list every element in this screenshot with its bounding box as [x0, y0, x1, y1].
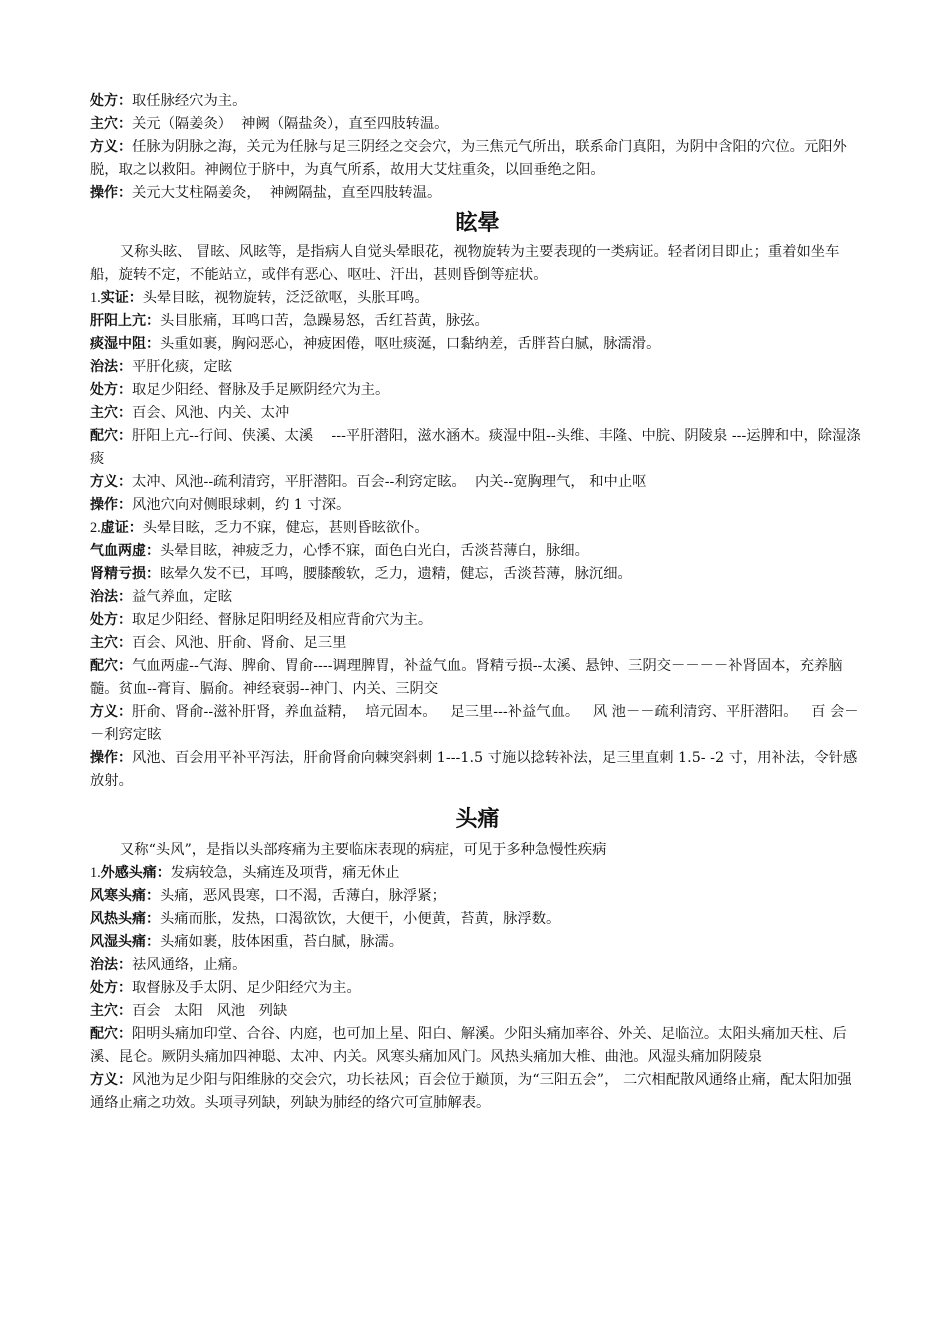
- line-label: 风寒头痛：: [90, 888, 160, 904]
- section1-line: [90, 333, 865, 356]
- line-label: 气血两虚：: [90, 543, 160, 559]
- section1-line: [90, 701, 865, 747]
- line-text: 头晕目眩，乏力不寐，健忘，甚则昏眩欲仆。: [142, 520, 429, 536]
- section2-line: [90, 908, 865, 931]
- line-text: 风池、百会用平补平泻法，肝俞肾俞向棘突斜刺 1---1.5 寸施以捻转补法，足三里直刺 1.5- -2 寸，用补法，令针感放射。: [90, 750, 858, 789]
- line-number: 1.: [90, 865, 101, 881]
- section2-line: [90, 954, 865, 977]
- line-label: 治法：: [90, 359, 132, 375]
- line-label: 主穴：: [90, 116, 132, 132]
- line-text: 眩晕久发不已，耳鸣，腰膝酸软，乏力，遗精，健忘，舌淡苔薄，脉沉细。: [160, 566, 632, 582]
- section1-line: [90, 287, 865, 310]
- line-label: 配穴：: [90, 658, 132, 674]
- section2-line: [90, 977, 865, 1000]
- line-text: 风池为足少阳与阳维脉的交会穴，功长祛风；百会位于巅顶，为“三阳五会”， 二穴相配散风通络止痛，配太阳加强通络止痛之功效。头项寻列缺，列缺为肺经的络穴可宣肺解表。: [90, 1072, 852, 1111]
- section1-line: [90, 632, 865, 655]
- section1-line: [90, 379, 865, 402]
- line-label: 虚证：: [100, 520, 143, 536]
- line-label: 风热头痛：: [90, 911, 160, 927]
- line-label: 方义：: [90, 1072, 132, 1088]
- line-label: 方义：: [90, 474, 132, 490]
- line-text: 头痛如裹，肢体困重，苔白腻，脉濡。: [160, 934, 404, 950]
- line-label: 方义：: [90, 139, 132, 155]
- section1-line: [90, 494, 865, 517]
- line-text: 头痛，恶风畏寒，口不渴，舌薄白，脉浮紧；: [160, 888, 446, 904]
- section-intro: 又称“头风”，是指以头部疼痛为主要临床表现的病症，可见于多种急慢性疾病: [120, 842, 607, 858]
- line-label: 处方：: [90, 382, 132, 398]
- line-label: 配穴：: [90, 1026, 132, 1042]
- line-label: 处方：: [90, 93, 132, 109]
- section1-line: [90, 471, 865, 494]
- section-title-headache: 头痛: [455, 807, 500, 832]
- line-label: 操作：: [90, 185, 132, 201]
- line-label: 配穴：: [90, 428, 132, 444]
- line-label: 实证：: [100, 290, 143, 306]
- section0-line: [90, 182, 865, 205]
- line-text: 太冲、风池--疏利清窍，平肝潜阳。百会--利窍定眩。 内关--宽胸理气， 和中止呕: [132, 474, 647, 490]
- line-label: 方义：: [90, 704, 132, 720]
- line-label: 主穴：: [90, 635, 132, 651]
- line-label: 肝阳上亢：: [90, 313, 160, 329]
- line-text: 祛风通络，止痛。: [132, 957, 247, 973]
- section1-line: [90, 563, 865, 586]
- line-label: 风湿头痛：: [90, 934, 160, 950]
- line-label: 痰湿中阻：: [90, 336, 160, 352]
- section2-line: [90, 931, 865, 954]
- line-label: 外感头痛：: [100, 865, 171, 881]
- line-text: 肝俞、肾俞--滋补肝肾，养血益精， 培元固本。 足三里---补益气血。 风 池－－疏利清窍、平肝潜阳。 百 会－－利窍定眩: [90, 704, 859, 743]
- section0-line: [90, 136, 865, 182]
- line-label: 处方：: [90, 612, 132, 628]
- line-text: 头重如裹，胸闷恶心，神疲困倦，呕吐痰涎，口黏纳差，舌胖苔白腻，脉濡滑。: [160, 336, 661, 352]
- line-text: 关元（隔姜灸） 神阙（隔盐灸），直至四肢转温。: [132, 116, 449, 132]
- line-text: 平肝化痰，定眩: [132, 359, 233, 375]
- section2-line: [90, 1023, 865, 1069]
- section2-line: [90, 885, 865, 908]
- line-text: 发病较急，头痛连及项背，痛无休止: [170, 865, 400, 881]
- line-number: 1.: [90, 290, 101, 306]
- line-label: 操作：: [90, 750, 132, 766]
- line-text: 取足少阳经、督脉足阳明经及相应背俞穴为主。: [132, 612, 433, 628]
- section1-line: [90, 609, 865, 632]
- line-label: 处方：: [90, 980, 132, 996]
- line-text: 益气养血，定眩: [132, 589, 233, 605]
- line-text: 头目胀痛，耳鸣口苦，急躁易怒，舌红苔黄，脉弦。: [160, 313, 489, 329]
- line-text: 风池穴向对侧眼球刺，约 1 寸深。: [132, 497, 351, 513]
- section1-line: [90, 586, 865, 609]
- section0-line: [90, 113, 865, 136]
- line-text: 百会、风池、肝俞、肾俞、足三里: [132, 635, 347, 651]
- line-text: 肝阳上亢--行间、侠溪、太溪 ---平肝潜阳，滋水涵木。痰湿中阻--头维、丰隆、中脘、阴陵泉 ---运脾和中，除湿涤痰: [90, 428, 861, 467]
- line-text: 头痛而胀，发热，口渴欲饮，大便干，小便黄，苔黄，脉浮数。: [160, 911, 561, 927]
- section2-line: [90, 862, 865, 885]
- section1-line: [90, 310, 865, 333]
- section1-line: [90, 747, 865, 793]
- line-label: 主穴：: [90, 405, 132, 421]
- line-label: 治法：: [90, 957, 132, 973]
- line-label: 肾精亏损：: [90, 566, 160, 582]
- section2-line: [90, 1069, 865, 1115]
- section1-line: [90, 540, 865, 563]
- line-text: 气血两虚--气海、脾俞、胃俞----调理脾胃，补益气血。肾精亏损--太溪、悬钟、三阴交－－－－补肾固本，充养脑髓。贫血--膏肓、膈俞。神经衰弱--神门、内关、三阴交: [90, 658, 843, 697]
- line-text: 头晕目眩，视物旋转，泛泛欲呕，头胀耳鸣。: [142, 290, 429, 306]
- line-label: 主穴：: [90, 1003, 132, 1019]
- section1-line: [90, 356, 865, 379]
- line-text: 百会、风池、内关、太冲: [132, 405, 290, 421]
- section1-line: [90, 402, 865, 425]
- line-text: 取督脉及手太阴、足少阳经穴为主。: [132, 980, 361, 996]
- line-text: 百会 太阳 风池 列缺: [132, 1003, 288, 1019]
- section2-line: [90, 1000, 865, 1023]
- section1-line: [90, 517, 865, 540]
- line-text: 阳明头痛加印堂、合谷、内庭，也可加上星、阳白、解溪。少阳头痛加率谷、外关、足临泣。太阳头痛加天柱、后溪、昆仑。厥阴头痛加四神聪、太冲、内关。风寒头痛加风门。风热头痛加大椎、曲池。风湿头痛加阴陵泉: [90, 1026, 847, 1065]
- line-text: 取任脉经穴为主。: [132, 93, 247, 109]
- line-label: 治法：: [90, 589, 132, 605]
- section0-line: [90, 90, 865, 113]
- line-text: 头晕目眩，神疲乏力，心悸不寐，面色白光白，舌淡苔薄白，脉细。: [160, 543, 589, 559]
- document-page: [90, 90, 865, 1115]
- section-intro: 又称头眩、 冒眩、风眩等，是指病人自觉头晕眼花，视物旋转为主要表现的一类病证。轻者闭目即止；重着如坐车船，旋转不定，不能站立，或伴有恶心、呕吐、汗出，甚则昏倒等症状。: [90, 244, 840, 283]
- line-text: 关元大艾柱隔姜灸， 神阙隔盐，直至四肢转温。: [132, 185, 442, 201]
- line-text: 取足少阳经、督脉及手足厥阴经穴为主。: [132, 382, 390, 398]
- line-text: 任脉为阴脉之海，关元为任脉与足三阴经之交会穴，为三焦元气所出，联系命门真阳，为阴中含阳的穴位。元阳外脱，取之以救阳。神阙位于脐中，为真气所系，故用大艾炷重灸，以回垂绝之阳。: [90, 139, 847, 178]
- section1-line: [90, 425, 865, 471]
- section-title-dizziness: 眩晕: [455, 211, 500, 236]
- line-label: 操作：: [90, 497, 132, 513]
- line-number: 2.: [90, 520, 101, 536]
- section1-line: [90, 655, 865, 701]
